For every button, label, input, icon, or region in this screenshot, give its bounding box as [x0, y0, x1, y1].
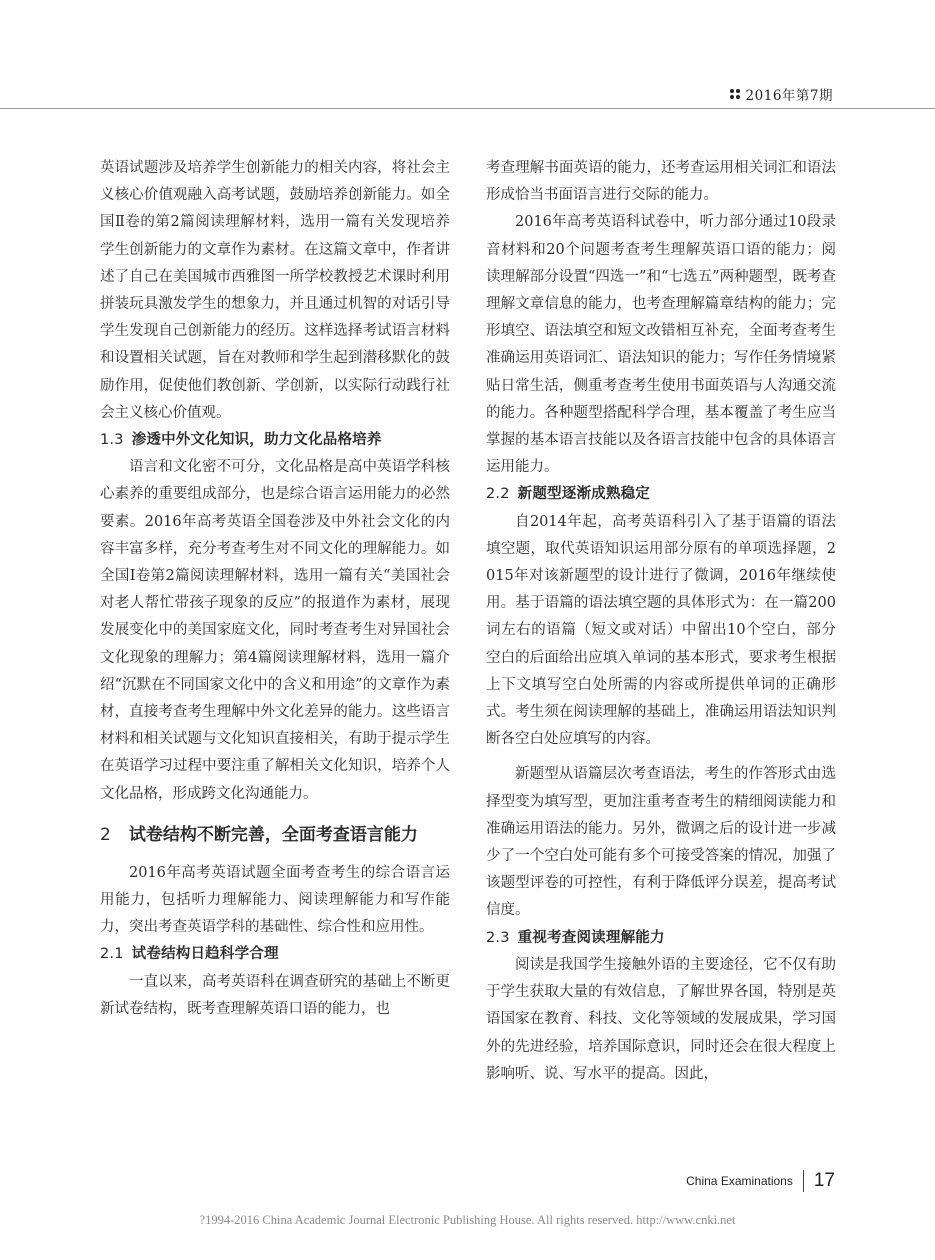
section-heading-2 [100, 820, 450, 850]
section-number: 2 [100, 824, 111, 845]
section-title: 新题型逐渐成熟稳定 [517, 486, 650, 503]
left-column [100, 155, 450, 1023]
section-title: 渗透中外文化知识，助力文化品格培养 [131, 432, 382, 449]
right-paragraph-1: 考查理解书面英语的能力，还考查运用相关词汇和语法形成恰当书面语言进行交际的能力。 [486, 160, 836, 204]
section-number: 1.3 [100, 432, 124, 449]
section-number: 2.3 [486, 929, 510, 946]
header-divider [0, 108, 935, 109]
page-footer [686, 1170, 835, 1192]
section-heading-2-3 [486, 925, 836, 952]
issue-label: 2016年第7期 [745, 88, 833, 104]
right-paragraph-3: 自2014年起，高考英语科引入了基于语篇的语法填空题，取代英语知识运用部分原有的单项选择题，2015年对该新题型的设计进行了微调，2016年继续使用。基于语篇的语法填空题的具体形式为：在一篇200词左右的语篇（短文或对话）中留出10个空白，部分空白的后面给出应填入单词的基本形式，要求考生根据上下文填写空白处所需的内容或所提供单词的正确形式。考生须在阅读理解的基础上，准确运用语法知识判断各空白处应填写的内容。 [486, 513, 836, 748]
footer-divider [803, 1170, 804, 1192]
journal-name: China Examinations [686, 1174, 793, 1188]
section-heading-1-3 [100, 427, 450, 454]
section-title: 试卷结构不断完善，全面考查语言能力 [128, 824, 418, 845]
left-paragraph-4: 一直以来，高考英语科在调查研究的基础上不断更新试卷结构，既考查理解英语口语的能力，也 [100, 973, 450, 1017]
section-number: 2.1 [100, 946, 124, 963]
section-title: 试卷结构日趋科学合理 [131, 946, 279, 963]
right-paragraph-4: 新题型从语篇层次考查语法，考生的作答形式由选择型变为填写型，更加注重考查考生的精细阅读能力和准确运用语法的能力。另外，微调之后的设计进一步减少了一个空白处可能有多个可接受答案的情况，加强了该题型评卷的可控性，有利于降低评分误差，提高考试信度。 [486, 766, 836, 919]
section-number: 2.2 [486, 486, 510, 503]
decorative-dots-icon [730, 89, 740, 99]
right-paragraph-2: 2016年高考英语科试卷中，听力部分通过10段录音材料和20个问题考查考生理解英语口语的能力；阅读理解部分设置“四选一”和“七选五”两种题型，既考查理解文章信息的能力，也考查理解篇章结构的能力；完形填空、语法填空和短文改错相互补充，全面考查考生准确运用英语词汇、语法知识的能力；写作任务情境紧贴日常生活，侧重考查考生使用书面英语与人沟通交流的能力。各种题型搭配科学合理，基本覆盖了考生应当掌握的基本语言技能以及各语言技能中包含的具体语言运用能力。 [486, 214, 836, 476]
page-number: 17 [813, 1170, 835, 1191]
paragraph-gap [486, 753, 836, 761]
copyright-notice: ?1994-2016 China Academic Journal Electronic Publishing House. All rights reserved. http://www.cnki.net [199, 1213, 736, 1227]
right-paragraph-5: 阅读是我国学生接触外语的主要途径，它不仅有助于学生获取大量的有效信息，了解世界各国，特别是英语国家在教育、科技、文化等领域的发展成果，学习国外的先进经验，培养国际意识，同时还会在很大程度上影响听、说、写水平的提高。因此， [486, 956, 836, 1082]
right-column [486, 155, 836, 1088]
left-paragraph-1: 英语试题涉及培养学生创新能力的相关内容，将社会主义核心价值观融入高考试题，鼓励培养创新能力。如全国Ⅱ卷的第2篇阅读理解材料，选用一篇有关发现培养学生创新能力的文章作为素材。在这篇文章中，作者讲述了自己在美国城市西雅图一所学校教授艺术课时利用拼装玩具激发学生的想象力，并且通过机智的对话引导学生发现自己创新能力的经历。这样选择考试语言材料和设置相关试题，旨在对教师和学生起到潜移默化的鼓励作用，促使他们教创新、学创新，以实际行动践行社会主义核心价值观。 [100, 160, 450, 421]
section-heading-2-2 [486, 481, 836, 508]
left-paragraph-2: 语言和文化密不可分，文化品格是高中英语学科核心素养的重要组成部分，也是综合语言运用能力的必然要素。2016年高考英语全国卷涉及中外社会文化的内容丰富多样，充分考查考生对不同文化的理解能力。如全国Ⅰ卷第2篇阅读理解材料，选用一篇有关“美国社会对老人帮忙带孩子现象的反应”的报道作为素材，展现发展变化中的美国家庭文化，同时考查考生对异国社会文化现象的理解力；第4篇阅读理解材料，选用一篇介绍“沉默在不同国家文化中的含义和用途”的文章作为素材，直接考查考生理解中外文化差异的能力。这些语言材料和相关试题与文化知识直接相关，有助于提示学生在英语学习过程中要注重了解相关文化知识，培养个人文化品格，形成跨文化沟通能力。 [100, 459, 450, 802]
left-paragraph-3: 2016年高考英语试题全面考查考生的综合语言运用能力，包括听力理解能力、阅读理解能力和写作能力，突出考查英语学科的基础性、综合性和应用性。 [100, 864, 450, 936]
section-title: 重视考查阅读理解能力 [517, 929, 665, 946]
section-heading-2-1 [100, 941, 450, 968]
issue-header [730, 84, 833, 104]
